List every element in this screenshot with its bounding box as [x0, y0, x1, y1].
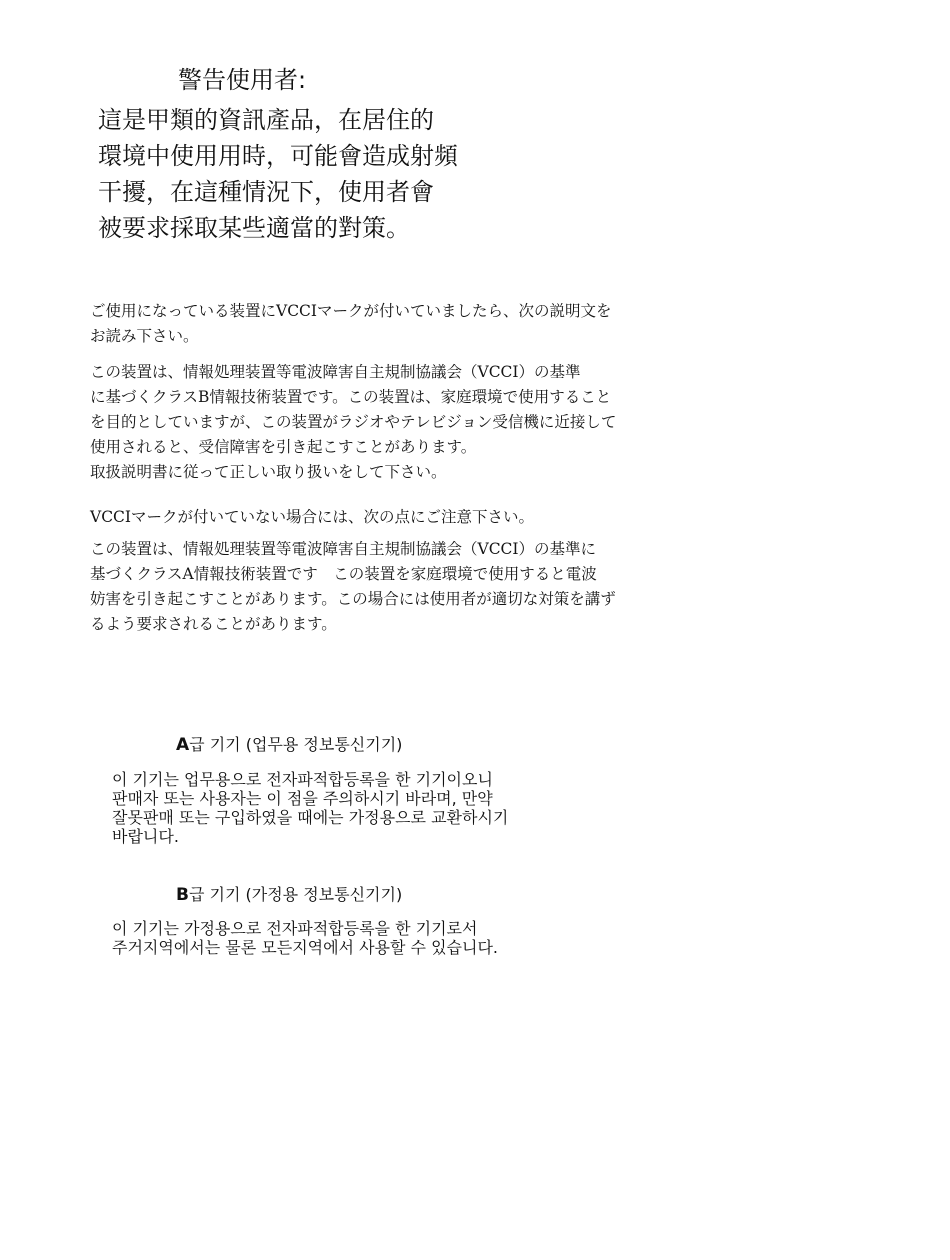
- taiwan-warning-body: [98, 102, 478, 246]
- vcci-class-a-line: 基づくクラスA情報技術装置です この装置を家庭環境で使用すると電波: [90, 565, 597, 583]
- korea-class-a-line: 판매자 또는 사용자는 이 점을 주의하시기 바라며, 만약: [112, 789, 493, 808]
- vcci-intro: [90, 299, 670, 349]
- vcci-class-b-notice: [90, 360, 670, 485]
- korea-class-a-letter: A: [176, 735, 190, 755]
- korea-class-a-body: [112, 770, 508, 846]
- korea-class-a-line: 이 기기는 업무용으로 전자파적합등록을 한 기기이오니: [112, 770, 493, 789]
- korea-class-b-line: 주거지역에서는 물론 모든지역에서 사용할 수 있습니다.: [112, 938, 499, 957]
- taiwan-warning-line: 這是甲類的資訊產品，在居住的: [98, 106, 434, 134]
- vcci-class-b-line: この装置は、情報処理装置等電波障害自主規制協議会（VCCI）の基準: [90, 363, 581, 381]
- taiwan-warning-line: 環境中使用用時，可能會造成射頻: [98, 142, 458, 170]
- vcci-class-a-line: 妨害を引き起こすことがあります。この場合には使用者が適切な対策を講ず: [90, 590, 616, 608]
- vcci-class-a-notice: [90, 537, 670, 637]
- taiwan-warning-title: 警告使用者:: [178, 66, 307, 94]
- taiwan-warning-line: 被要求採取某些適當的對策。: [98, 214, 410, 242]
- vcci-no-mark-heading: [90, 505, 670, 530]
- korea-class-b-letter: B: [176, 885, 189, 905]
- vcci-class-b-line: 使用されると、受信障害を引き起こすことがあります。: [90, 438, 477, 456]
- korea-class-a-line: 바랍니다.: [112, 827, 179, 846]
- vcci-class-a-line: この装置は、情報処理装置等電波障害自主規制協議会（VCCI）の基準に: [90, 540, 597, 558]
- korea-class-b-heading: [176, 884, 402, 906]
- vcci-class-b-line: に基づくクラスB情報技術装置です。この装置は、家庭環境で使用すること: [90, 388, 612, 406]
- korea-class-a-heading: [176, 734, 402, 756]
- korea-class-b-line: 이 기기는 가정용으로 전자파적합등록을 한 기기로서: [112, 919, 478, 938]
- vcci-class-b-line: 取扱説明書に従って正しい取り扱いをして下さい。: [90, 463, 447, 481]
- korea-class-b-body: [112, 919, 498, 957]
- vcci-class-b-line: を目的としていますが、この装置がラジオやテレビジョン受信機に近接して: [90, 413, 617, 431]
- vcci-intro-line: お読み下さい。: [90, 327, 199, 345]
- korea-class-a-heading-text: 급 기기 (업무용 정보통신기기): [189, 735, 403, 754]
- vcci-class-a-line: るよう要求されることがあります。: [90, 615, 337, 633]
- vcci-no-mark-line: VCCIマークが付いていない場合には、次の点にご注意下さい。: [90, 508, 535, 526]
- korea-class-b-heading-text: 급 기기 (가정용 정보통신기기): [188, 885, 403, 904]
- vcci-intro-line: ご使用になっている装置にVCCIマークが付いていましたら、次の説明文を: [90, 302, 612, 320]
- korea-class-a-line: 잘못판매 또는 구입하였을 때에는 가정용으로 교환하시기: [112, 808, 509, 827]
- taiwan-warning-line: 干擾，在這種情況下，使用者會: [98, 178, 434, 206]
